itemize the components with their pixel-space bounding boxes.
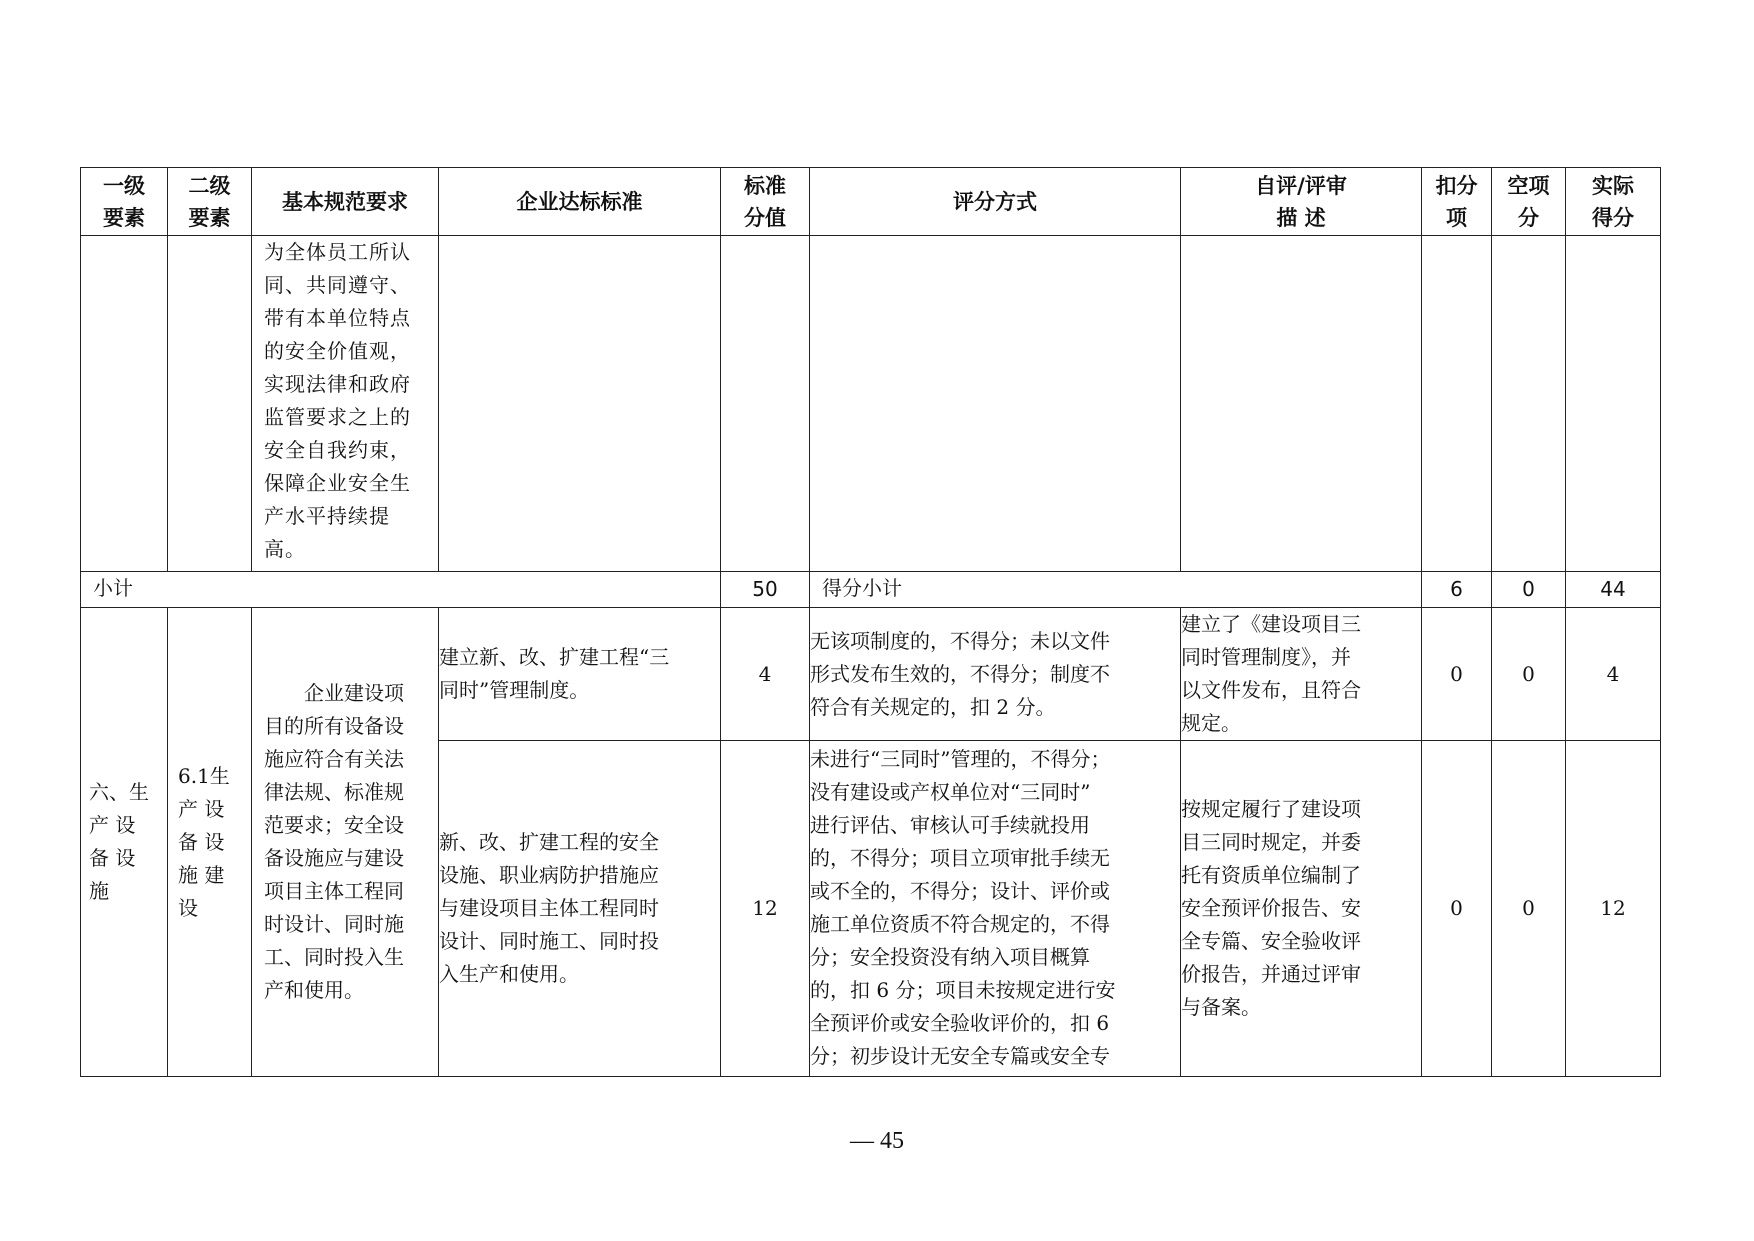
subtotal-label: 小计	[81, 572, 721, 608]
cell-scoring-method: 未进行“三同时”管理的，不得分； 没有建设或产权单位对“三同时” 进行评估、审核认可手续就投用 的，不得分；项目立项审批手续无 或不全的，不得分；设计、评价或 施工单位资质不符合规定的，不得 分；安全投资没有纳入项目概算 的，扣 6 分；项目未按规定进行安 全预评价或安全验收评价的，扣 6 分；初步设计无安全专篇或安全专	[810, 741, 1181, 1077]
cell-empty-item: 0	[1492, 741, 1566, 1077]
cell-basic-requirements: 企业建设项 目的所有设备设 施应符合有关法 律法规、标准规 范要求；安全设 备设施应与建设 项目主体工程同 时设计、同时施 工、同时投入生 产和使用。	[252, 608, 439, 1077]
header-basic-requirements: 基本规范要求	[252, 168, 439, 236]
header-standard-score: 标准 分值	[721, 168, 810, 236]
cell-enterprise-standard: 新、改、扩建工程的安全 设施、职业病防护措施应 与建设项目主体工程同时 设计、同时施工、同时投 入生产和使用。	[439, 741, 721, 1077]
header-row	[81, 168, 1661, 236]
page-number: — 45	[850, 1128, 904, 1154]
cell-standard-score: 12	[721, 741, 810, 1077]
cell-empty	[1492, 236, 1566, 572]
cell-deduction: 0	[1422, 608, 1492, 741]
header-self-review: 自评/评审 描 述	[1181, 168, 1422, 236]
header-empty-item: 空项 分	[1492, 168, 1566, 236]
cell-self-review: 建立了《建设项目三 同时管理制度》，并 以文件发布，且符合 规定。	[1181, 608, 1422, 741]
cell-basic-requirements-continued: 为全体员工所认 同、共同遵守、 带有本单位特点 的安全价值观， 实现法律和政府 监管要求之上的 安全自我约束， 保障企业安全生 产水平持续提 高。	[252, 236, 439, 572]
cell-empty	[810, 236, 1181, 572]
header-level2: 二级 要素	[168, 168, 252, 236]
cell-empty	[439, 236, 721, 572]
cell-empty	[1422, 236, 1492, 572]
cell-enterprise-standard: 建立新、改、扩建工程“三 同时”管理制度。	[439, 608, 721, 741]
subtotal-actual-score: 44	[1566, 572, 1661, 608]
cell-empty	[1181, 236, 1422, 572]
subtotal-empty-item: 0	[1492, 572, 1566, 608]
cell-scoring-method: 无该项制度的，不得分；未以文件 形式发布生效的，不得分；制度不 符合有关规定的，扣 2 分。	[810, 608, 1181, 741]
cell-empty	[1566, 236, 1661, 572]
continuation-row	[81, 236, 1661, 572]
header-actual-score: 实际 得分	[1566, 168, 1661, 236]
header-deduction: 扣分 项	[1422, 168, 1492, 236]
subtotal-standard-score: 50	[721, 572, 810, 608]
standards-table	[80, 167, 1661, 1077]
cell-standard-score: 4	[721, 608, 810, 741]
header-level1: 一级 要素	[81, 168, 168, 236]
cell-level1: 六、生 产 设 备 设 施	[81, 608, 168, 1077]
subtotal-deduction: 6	[1422, 572, 1492, 608]
cell-deduction: 0	[1422, 741, 1492, 1077]
cell-empty-item: 0	[1492, 608, 1566, 741]
cell-empty	[168, 236, 252, 572]
item-row-1	[81, 608, 1661, 741]
subtotal-score-label: 得分小计	[810, 572, 1422, 608]
subtotal-row	[81, 572, 1661, 608]
cell-empty	[81, 236, 168, 572]
header-scoring-method: 评分方式	[810, 168, 1181, 236]
cell-actual-score: 12	[1566, 741, 1661, 1077]
cell-level2: 6.1生 产 设 备 设 施 建 设	[168, 608, 252, 1077]
cell-empty	[721, 236, 810, 572]
cell-self-review: 按规定履行了建设项 目三同时规定，并委 托有资质单位编制了 安全预评价报告、安 全专篇、安全验收评 价报告，并通过评审 与备案。	[1181, 741, 1422, 1077]
cell-actual-score: 4	[1566, 608, 1661, 741]
header-enterprise-standard: 企业达标标准	[439, 168, 721, 236]
